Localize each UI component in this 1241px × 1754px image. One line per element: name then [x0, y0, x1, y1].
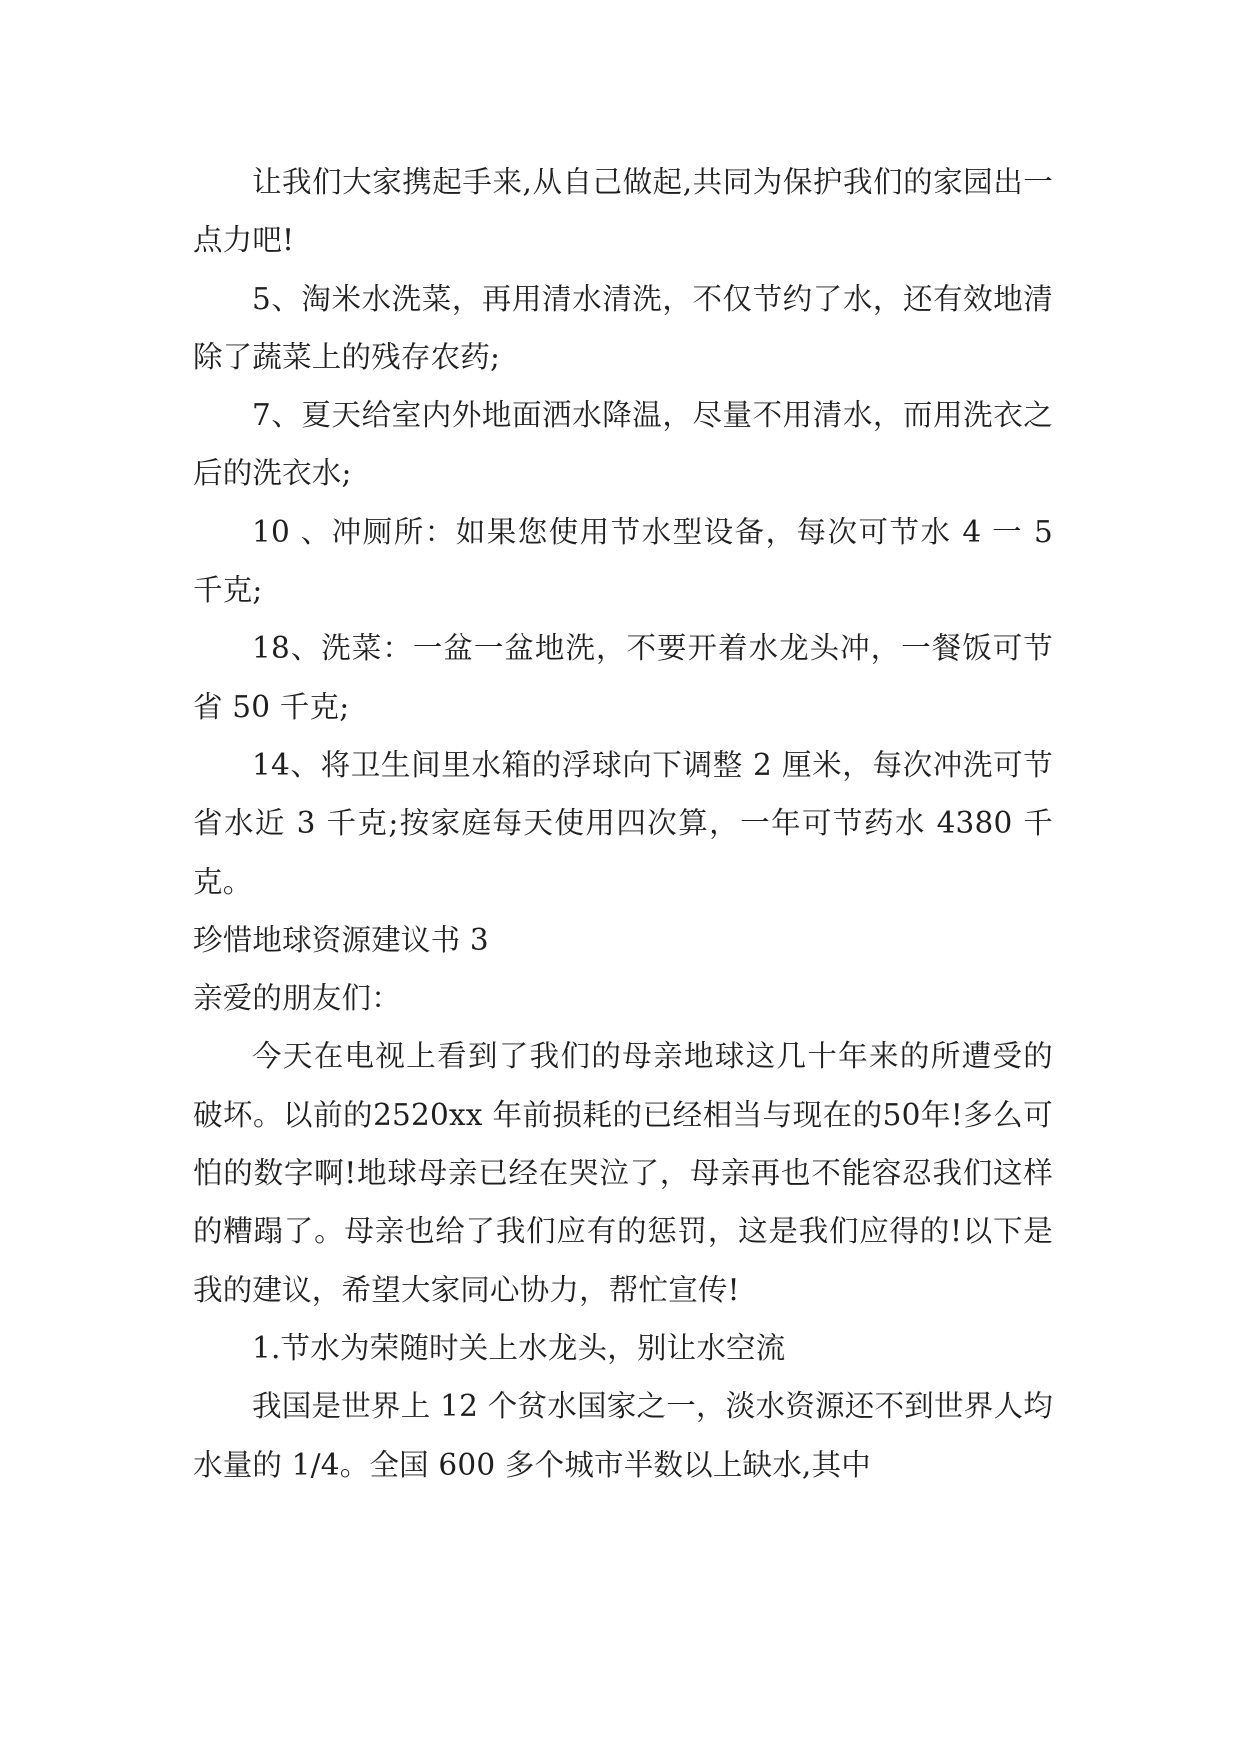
- paragraph-tip-18-washing-vegetables: 18、洗菜：一盆一盆地洗，不要开着水龙头冲，一餐饭可节省 50 千克;: [193, 631, 1053, 724]
- paragraph-water-shortage: 我国是世界上 12 个贫水国家之一，淡水资源还不到世界人均水量的 1/4。全国 600 多个城市半数以上缺水,其中: [193, 1389, 1053, 1482]
- section-title: 珍惜地球资源建议书 3: [193, 922, 489, 957]
- document-body: [193, 153, 1053, 1494]
- paragraph-call-to-action: 让我们大家携起手来,从自己做起,共同为保护我们的家园出一点力吧!: [193, 165, 1053, 258]
- paragraph-intro: 今天在电视上看到了我们的母亲地球这几十年来的所遭受的破坏。以前的2520xx 年前损耗的已经相当与现在的50年!多么可怕的数字啊!地球母亲已经在哭泣了，母亲再也不能容忍我们这样的糟蹋了。母亲也给了我们应有的惩罚，这是我们应得的!以下是我的建议，希望大家同心协力，帮忙宣传!: [193, 1039, 1053, 1307]
- paragraph-tip-5-rice-water: 5、淘米水洗菜，再用清水清洗，不仅节约了水，还有效地清除了蔬菜上的残存农药;: [193, 281, 1053, 374]
- paragraph-point-1-title: 1.节水为荣随时关上水龙头，别让水空流: [252, 1330, 786, 1365]
- paragraph-tip-10-toilet: 10 、冲厕所：如果您使用节水型设备，每次可节水 4 一 5 千克;: [193, 514, 1053, 608]
- salutation: 亲爱的朋友们：: [193, 981, 401, 1016]
- paragraph-tip-7-summer-watering: 7、夏天给室内外地面洒水降温，尽量不用清水，而用洗衣之后的洗衣水;: [193, 398, 1053, 491]
- paragraph-tip-14-toilet-float: 14、将卫生间里水箱的浮球向下调整 2 厘米，每次冲洗可节省水近 3 千克;按家庭每天使用四次算，一年可节药水 4380 千克。: [193, 747, 1053, 899]
